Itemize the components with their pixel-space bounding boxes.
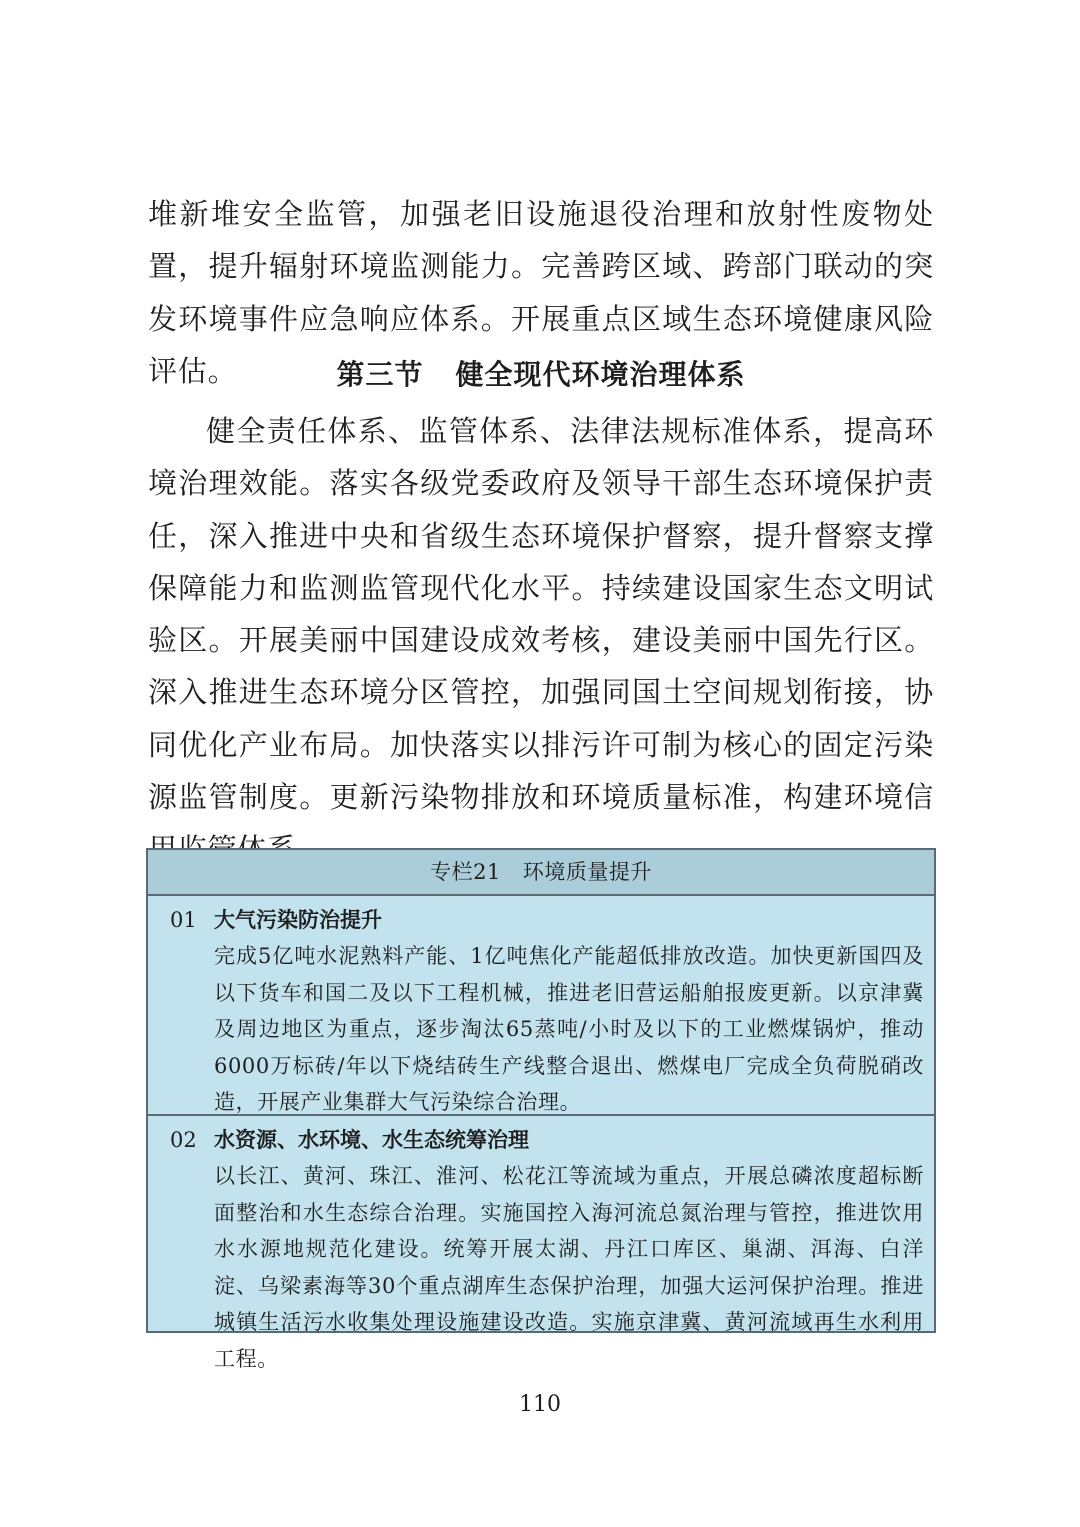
item-number: 02	[170, 1128, 197, 1152]
feature-box-label: 专栏21	[430, 860, 501, 884]
feature-item	[148, 1116, 934, 1371]
paragraph-body: 健全责任体系、监管体系、法律法规标准体系，提高环境治理效能。落实各级党委政府及领导干部生态环境保护责任，深入推进中央和省级生态环境保护督察，提升督察支撑保障能力和监测监管现代化水平。持续建设国家生态文明试验区。开展美丽中国建设成效考核，建设美丽中国先行区。深入推进生态环境分区管控，加强同国土空间规划衔接，协同优化产业布局。加快落实以排污许可制为核心的固定污染源监管制度。更新污染物排放和环境质量标准，构建环境信	[148, 414, 934, 815]
section-heading	[148, 350, 934, 400]
feature-item	[148, 896, 934, 1116]
item-number: 01	[170, 908, 197, 932]
item-body: 以长江、黄河、珠江、淮河、松花江等流域为重点，开展总磷浓度超标断面整治和水生态综合治理。实施国控入海河流总氮治理与管控，推进饮用水水源地规范化建设。统筹开展太湖、丹江口库区、巢湖、洱海、白洋淀、乌梁素海等30个重点湖库生态保护治理，加强大运河保护治理。推进城镇生活污水收集处理设施建设改造。实施京津冀、黄河流域再生水利用工程。	[214, 1164, 924, 1371]
page-number: 110	[519, 1392, 561, 1417]
item-title: 水资源、水环境、水生态统筹治理	[214, 1128, 529, 1152]
feature-box	[146, 848, 936, 1371]
item-body: 完成5亿吨水泥熟料产能、1亿吨焦化产能超低排放改造。加快更新国四及以下货车和国二及以下工程机械，推进老旧营运船舶报废更新。以京津冀及周边地区为重点，逐步淘汰65蒸吨/小时及以下的工业燃煤锅炉，推动6000万标砖/年以下烧结砖生产线整合退出、燃煤电厂完成全负荷脱硝改造，开展产业集群大气污染综合治理。	[214, 944, 924, 1114]
item-title: 大气污染防治提升	[214, 908, 382, 932]
paragraph-continuation: 堆新堆安全监管，加强老旧设施退役治理和放射性废物处置，提升辐射环境监测能力。完善跨区域、跨部门联动的突发环境事件应急响应体系。开展重点区域生态环境健康风险评估。	[148, 197, 934, 388]
section-number: 第三节	[336, 358, 424, 391]
feature-box-header	[148, 850, 934, 896]
feature-box-title: 环境质量提升	[522, 860, 652, 884]
section-title: 健全现代环境治理体系	[455, 358, 746, 391]
